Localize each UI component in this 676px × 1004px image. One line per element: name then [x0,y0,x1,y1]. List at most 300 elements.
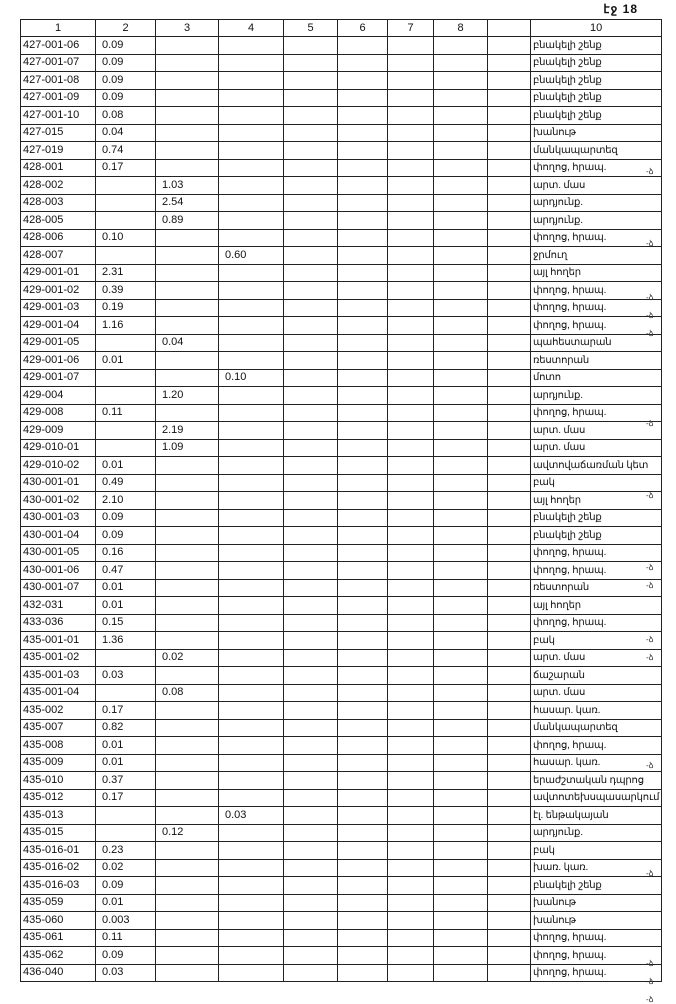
col6-cell [338,212,388,230]
col5-cell [284,107,338,125]
col9-cell [488,842,531,860]
parcel-id-cell: 435-001-04 [21,684,96,702]
parcel-id-cell: 435-008 [21,737,96,755]
col3-value-cell [156,877,219,895]
col9-cell [488,439,531,457]
parcel-id-cell: 427-001-09 [21,89,96,107]
col2-value-cell: 0.09 [96,37,156,55]
land-use-cell: բնակելի շենք [531,527,662,545]
col8-cell [434,632,488,650]
col9-cell [488,299,531,317]
col2-value-cell: 0.15 [96,614,156,632]
col6-cell [338,142,388,160]
col6-cell [338,247,388,265]
col-header-2: 2 [96,20,156,37]
col8-cell [434,614,488,632]
col8-cell [434,527,488,545]
col8-cell [434,177,488,195]
col7-cell [388,247,434,265]
col3-value-cell [156,474,219,492]
table-row [21,894,662,912]
col8-cell [434,929,488,947]
parcel-id-cell: 429-001-06 [21,352,96,370]
col2-value-cell: 0.09 [96,509,156,527]
col9-cell [488,54,531,72]
col8-cell [434,702,488,720]
col8-cell [434,877,488,895]
col6-cell [338,702,388,720]
col2-value-cell: 0.11 [96,929,156,947]
land-use-cell: ավտովաճառման կետ [531,457,662,475]
col5-cell [284,387,338,405]
col7-cell [388,264,434,282]
parcel-id-cell: 435-016-03 [21,877,96,895]
margin-note: -ձ [646,761,654,770]
col2-value-cell: 2.31 [96,264,156,282]
col9-cell [488,194,531,212]
margin-note: -ձ [646,635,654,644]
col6-cell [338,754,388,772]
land-use-cell: փողոց, հրապ. [531,614,662,632]
land-use-cell: բնակելի շենք [531,37,662,55]
col4-value-cell [219,754,284,772]
land-use-cell: այլ հողեր [531,492,662,510]
land-use-cell: բակ [531,632,662,650]
col9-cell [488,177,531,195]
parcel-id-cell: 435-002 [21,702,96,720]
col2-value-cell: 0.09 [96,947,156,965]
col7-cell [388,352,434,370]
col7-cell [388,807,434,825]
col5-cell [284,649,338,667]
parcel-id-cell: 435-016-02 [21,859,96,877]
col7-cell [388,824,434,842]
col4-value-cell [219,422,284,440]
table-row [21,964,662,982]
col2-value-cell: 0.09 [96,89,156,107]
col8-cell [434,719,488,737]
col8-cell [434,404,488,422]
parcel-id-cell: 428-007 [21,247,96,265]
col3-value-cell [156,929,219,947]
col8-cell [434,299,488,317]
margin-note: -ձ [646,293,654,302]
col9-cell [488,264,531,282]
col3-value-cell [156,352,219,370]
col4-value-cell [219,632,284,650]
col9-cell [488,562,531,580]
col5-cell [284,89,338,107]
col9-cell [488,142,531,160]
col3-value-cell: 2.54 [156,194,219,212]
col4-value-cell: 0.03 [219,807,284,825]
land-use-cell: փողոց, հրապ. [531,544,662,562]
col4-value-cell [219,649,284,667]
parcel-id-cell: 435-013 [21,807,96,825]
col9-cell [488,579,531,597]
land-use-cell: փողոց, հրապ. [531,282,662,300]
col4-value-cell [219,842,284,860]
land-use-cell: բնակելի շենք [531,54,662,72]
table-row [21,842,662,860]
parcel-id-cell: 427-001-07 [21,54,96,72]
margin-note: -ձ [646,563,654,572]
land-use-cell: բակ [531,474,662,492]
table-row [21,544,662,562]
parcel-id-cell: 429-009 [21,422,96,440]
col5-cell [284,667,338,685]
col3-value-cell [156,124,219,142]
table-row [21,89,662,107]
col3-value-cell [156,754,219,772]
col7-cell [388,877,434,895]
col6-cell [338,352,388,370]
col7-cell [388,404,434,422]
col5-cell [284,457,338,475]
parcel-id-cell: 435-001-03 [21,667,96,685]
col9-cell [488,877,531,895]
margin-note: -ձ [646,311,654,320]
col5-cell [284,317,338,335]
col3-value-cell [156,492,219,510]
table-row [21,702,662,720]
col7-cell [388,37,434,55]
parcel-id-cell: 430-001-05 [21,544,96,562]
parcel-id-cell: 427-001-06 [21,37,96,55]
col3-value-cell [156,772,219,790]
col8-cell [434,894,488,912]
col2-value-cell [96,422,156,440]
col5-cell [284,527,338,545]
col2-value-cell: 0.04 [96,124,156,142]
col7-cell [388,387,434,405]
col8-cell [434,247,488,265]
col5-cell [284,334,338,352]
col7-cell [388,334,434,352]
col9-cell [488,614,531,632]
col8-cell [434,387,488,405]
col2-value-cell: 0.03 [96,964,156,982]
col4-value-cell [219,317,284,335]
parcel-id-cell: 435-009 [21,754,96,772]
col4-value-cell [219,562,284,580]
land-use-cell: փողոց, հրապ. [531,299,662,317]
col7-cell [388,597,434,615]
col2-value-cell [96,439,156,457]
col3-value-cell [156,859,219,877]
col5-cell [284,282,338,300]
col9-cell [488,527,531,545]
parcel-id-cell: 435-007 [21,719,96,737]
table-row [21,352,662,370]
col5-cell [284,824,338,842]
land-use-cell: փողոց, հրապ. [531,929,662,947]
col6-cell [338,334,388,352]
table-row [21,474,662,492]
parcel-id-cell: 430-001-01 [21,474,96,492]
col5-cell [284,159,338,177]
table-row [21,859,662,877]
col4-value-cell [219,352,284,370]
land-use-cell: փողոց, հրապ. [531,964,662,982]
col6-cell [338,579,388,597]
parcel-id-cell: 435-015 [21,824,96,842]
col4-value-cell [219,527,284,545]
col8-cell [434,859,488,877]
col3-value-cell [156,737,219,755]
col8-cell [434,737,488,755]
col3-value-cell [156,159,219,177]
parcel-id-cell: 428-006 [21,229,96,247]
land-use-cell: բնակելի շենք [531,72,662,90]
parcel-id-cell: 429-001-01 [21,264,96,282]
table-row [21,684,662,702]
col5-cell [284,614,338,632]
parcel-id-cell: 428-001 [21,159,96,177]
col6-cell [338,614,388,632]
col5-cell [284,404,338,422]
col5-cell [284,684,338,702]
col7-cell [388,282,434,300]
col6-cell [338,439,388,457]
col5-cell [284,352,338,370]
table-row [21,229,662,247]
col9-cell [488,352,531,370]
land-use-cell: արդյունք. [531,194,662,212]
col3-value-cell [156,667,219,685]
table-row [21,492,662,510]
col7-cell [388,527,434,545]
table-row [21,142,662,160]
col2-value-cell: 0.10 [96,229,156,247]
parcel-id-cell: 435-062 [21,947,96,965]
col5-cell [284,632,338,650]
col8-cell [434,824,488,842]
land-use-cell: մանկապարտեզ [531,142,662,160]
col5-cell [284,562,338,580]
land-parcel-table [20,19,662,982]
col2-value-cell: 0.17 [96,702,156,720]
col4-value-cell [219,702,284,720]
col8-cell [434,159,488,177]
col7-cell [388,912,434,930]
col3-value-cell: 2.19 [156,422,219,440]
col4-value-cell [219,492,284,510]
page-number: էջ 18 [603,2,638,16]
col4-value-cell [219,142,284,160]
margin-note: -ձ [646,329,654,338]
col7-cell [388,229,434,247]
land-use-cell: խանութ [531,124,662,142]
col7-cell [388,649,434,667]
col9-cell [488,404,531,422]
col3-value-cell [156,894,219,912]
col7-cell [388,894,434,912]
col7-cell [388,457,434,475]
land-use-cell: արտ. մաս [531,422,662,440]
parcel-id-cell: 428-005 [21,212,96,230]
col5-cell [284,177,338,195]
col5-cell [284,474,338,492]
col3-value-cell [156,89,219,107]
col9-cell [488,684,531,702]
col7-cell [388,737,434,755]
col7-cell [388,422,434,440]
col2-value-cell: 0.01 [96,579,156,597]
col7-cell [388,212,434,230]
col6-cell [338,474,388,492]
col2-value-cell: 0.16 [96,544,156,562]
col7-cell [388,509,434,527]
col8-cell [434,317,488,335]
col4-value-cell [219,859,284,877]
land-use-cell: բնակելի շենք [531,877,662,895]
col4-value-cell [219,457,284,475]
col4-value-cell [219,439,284,457]
col9-cell [488,667,531,685]
col6-cell [338,422,388,440]
col6-cell [338,54,388,72]
col2-value-cell: 1.16 [96,317,156,335]
col6-cell [338,737,388,755]
col5-cell [284,54,338,72]
col4-value-cell [219,912,284,930]
col6-cell [338,632,388,650]
table-row [21,929,662,947]
col2-value-cell [96,334,156,352]
col5-cell [284,754,338,772]
col8-cell [434,107,488,125]
land-use-cell: արդյունք. [531,824,662,842]
col6-cell [338,894,388,912]
col3-value-cell [156,789,219,807]
col2-value-cell [96,194,156,212]
col9-cell [488,72,531,90]
col5-cell [284,772,338,790]
col9-cell [488,282,531,300]
table-row [21,107,662,125]
col7-cell [388,702,434,720]
col4-value-cell [219,194,284,212]
col2-value-cell [96,807,156,825]
col3-value-cell [156,72,219,90]
table-row [21,264,662,282]
col4-value-cell [219,124,284,142]
col8-cell [434,789,488,807]
col3-value-cell: 0.02 [156,649,219,667]
col7-cell [388,929,434,947]
land-use-cell: փողոց, հրապ. [531,404,662,422]
col2-value-cell: 0.47 [96,562,156,580]
table-row [21,422,662,440]
col4-value-cell [219,579,284,597]
col7-cell [388,947,434,965]
table-row [21,212,662,230]
parcel-id-cell: 433-036 [21,614,96,632]
col9-cell [488,369,531,387]
col3-value-cell: 1.20 [156,387,219,405]
col9-cell [488,334,531,352]
land-use-cell: ճաշարան [531,667,662,685]
col6-cell [338,282,388,300]
col4-value-cell [219,719,284,737]
land-use-cell: փողոց, հրապ. [531,947,662,965]
col7-cell [388,614,434,632]
col8-cell [434,37,488,55]
col3-value-cell [156,597,219,615]
col8-cell [434,124,488,142]
table-row [21,387,662,405]
col2-value-cell: 0.02 [96,859,156,877]
col8-cell [434,964,488,982]
col3-value-cell [156,299,219,317]
parcel-id-cell: 427-019 [21,142,96,160]
col7-cell [388,579,434,597]
col8-cell [434,212,488,230]
col7-cell [388,439,434,457]
table-row [21,562,662,580]
col3-value-cell [156,632,219,650]
parcel-id-cell: 429-010-02 [21,457,96,475]
col4-value-cell [219,159,284,177]
col3-value-cell [156,264,219,282]
col8-cell [434,282,488,300]
col4-value-cell [219,894,284,912]
col6-cell [338,912,388,930]
table-row [21,37,662,55]
col2-value-cell [96,684,156,702]
col5-cell [284,877,338,895]
col5-cell [284,37,338,55]
table-row [21,124,662,142]
col7-cell [388,107,434,125]
col6-cell [338,929,388,947]
col9-cell [488,422,531,440]
col4-value-cell [219,614,284,632]
col4-value-cell [219,789,284,807]
col8-cell [434,509,488,527]
col7-cell [388,54,434,72]
land-use-cell: պահեստարան [531,334,662,352]
col9-cell [488,492,531,510]
col7-cell [388,842,434,860]
col4-value-cell [219,177,284,195]
col7-cell [388,859,434,877]
col8-cell [434,89,488,107]
col-header-5: 5 [284,20,338,37]
table-row [21,439,662,457]
parcel-id-cell: 430-001-06 [21,562,96,580]
col6-cell [338,159,388,177]
col2-value-cell [96,212,156,230]
col3-value-cell [156,614,219,632]
margin-note: -ձ [646,167,654,176]
col3-value-cell: 0.04 [156,334,219,352]
col3-value-cell [156,457,219,475]
col4-value-cell [219,107,284,125]
land-use-cell: բնակելի շենք [531,89,662,107]
col6-cell [338,72,388,90]
land-use-cell: հասար. կառ. [531,702,662,720]
parcel-id-cell: 429-010-01 [21,439,96,457]
col2-value-cell: 0.09 [96,72,156,90]
col4-value-cell [219,387,284,405]
col9-cell [488,107,531,125]
col4-value-cell [219,299,284,317]
col4-value-cell [219,54,284,72]
col7-cell [388,684,434,702]
col5-cell [284,947,338,965]
